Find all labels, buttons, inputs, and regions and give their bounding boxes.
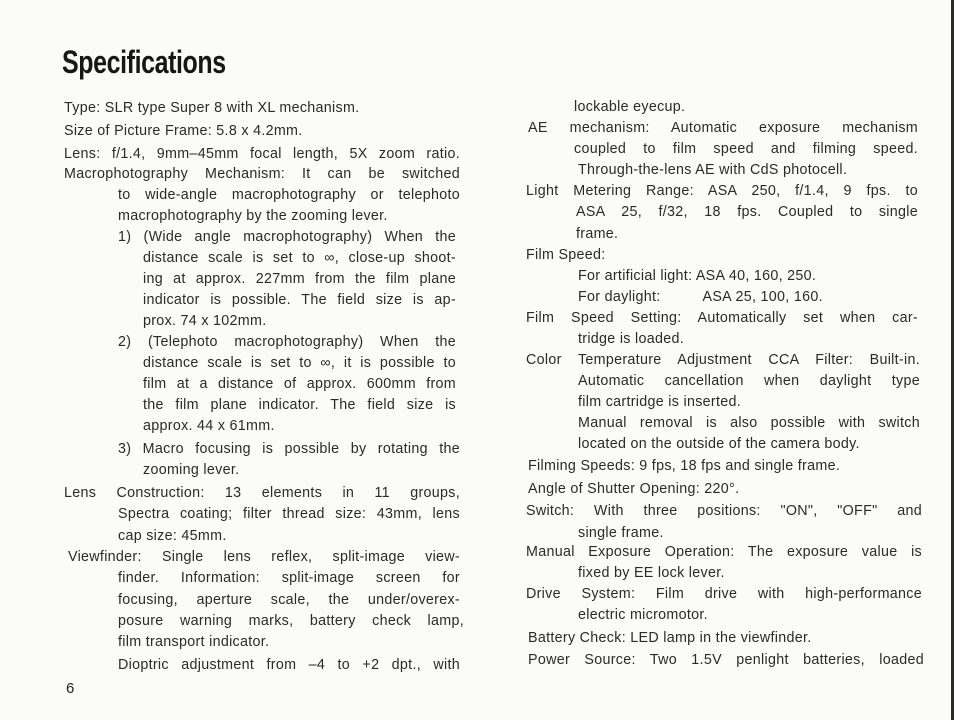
spec-line: Dioptric adjustment from –4 to +2 dpt., with <box>118 657 460 673</box>
spec-line: Size of Picture Frame: 5.8 x 4.2mm. <box>64 123 303 139</box>
spec-line: Manual removal is also possible with switch <box>578 415 920 431</box>
spec-line: Film Speed: <box>526 247 606 263</box>
spec-line: Film Speed Setting: Automatically set when car- <box>526 310 918 326</box>
spec-line: 1) (Wide angle macrophotography) When the <box>118 229 456 245</box>
spec-line: Switch: With three positions: "ON", "OFF" and <box>526 503 922 519</box>
spec-line: frame. <box>576 226 619 242</box>
spec-line: prox. 74 x 102mm. <box>143 313 267 329</box>
spec-line: finder. Information: split-image screen for <box>118 570 460 586</box>
spec-line: Lens: f/1.4, 9mm–45mm focal length, 5X zoom ratio. <box>64 146 460 162</box>
spec-line: Lens Construction: 13 elements in 11 groups, <box>64 485 460 501</box>
spec-line: Spectra coating; filter thread size: 43mm, lens <box>118 506 460 522</box>
spec-line: ing at approx. 227mm from the film plane <box>143 271 456 287</box>
spec-line: Battery Check: LED lamp in the viewfinder. <box>528 630 812 646</box>
spec-line: Light Metering Range: ASA 250, f/1.4, 9 fps. to <box>526 183 918 199</box>
spec-line: For artificial light: ASA 40, 160, 250. <box>578 268 817 284</box>
spec-line: AE mechanism: Automatic exposure mechanism <box>528 120 918 136</box>
spec-line: distance scale is set to ∞, it is possible to <box>143 355 456 371</box>
spec-line: zooming lever. <box>143 462 240 478</box>
spec-line: Manual Exposure Operation: The exposure value is <box>526 544 922 560</box>
spec-line: cap size: 45mm. <box>118 528 227 544</box>
spec-line: focusing, aperture scale, the under/overex- <box>118 592 460 608</box>
spec-line: single frame. <box>578 525 664 541</box>
spec-line: Type: SLR type Super 8 with XL mechanism. <box>64 100 360 116</box>
spec-line: posure warning marks, battery check lamp, <box>118 613 464 629</box>
spec-line: indicator is possible. The field size is ap- <box>143 292 456 308</box>
spec-line: lockable eyecup. <box>574 99 686 115</box>
page-title: Specifications <box>62 44 226 80</box>
spec-line: ASA 25, f/32, 18 fps. Coupled to single <box>576 204 918 220</box>
spec-line: Angle of Shutter Opening: 220°. <box>528 481 740 497</box>
spec-line: Macrophotography Mechanism: It can be switched <box>64 166 460 182</box>
spec-line: Automatic cancellation when daylight type <box>578 373 920 389</box>
spec-line: to wide-angle macrophotography or telephoto <box>118 187 460 203</box>
spec-line: the film plane indicator. The field size is <box>143 397 456 413</box>
spec-line: distance scale is set to ∞, close-up shoot- <box>143 250 456 266</box>
spec-line: 2) (Telephoto macrophotography) When the <box>118 334 456 350</box>
spec-line: Viewfinder: Single lens reflex, split-image view- <box>68 549 460 565</box>
spec-line: Drive System: Film drive with high-performance <box>526 586 922 602</box>
spec-line: Color Temperature Adjustment CCA Filter: Built-in. <box>526 352 920 368</box>
spec-line: electric micromotor. <box>578 607 708 623</box>
spec-line: located on the outside of the camera body. <box>578 436 860 452</box>
spec-line: film at a distance of approx. 600mm from <box>143 376 456 392</box>
page-number: 6 <box>66 680 75 697</box>
spec-line: film transport indicator. <box>118 634 270 650</box>
spec-line: 3) Macro focusing is possible by rotating the <box>118 441 460 457</box>
spec-line: Filming Speeds: 9 fps, 18 fps and single frame. <box>528 458 841 474</box>
spec-line: Through-the-lens AE with CdS photocell. <box>578 162 848 178</box>
spec-line: coupled to film speed and filming speed. <box>574 141 918 157</box>
spec-line: macrophotography by the zooming lever. <box>118 208 388 224</box>
spec-line: For daylight: ASA 25, 100, 160. <box>578 289 823 305</box>
spec-line: tridge is loaded. <box>578 331 685 347</box>
spec-line: film cartridge is inserted. <box>578 394 742 410</box>
spec-line: approx. 44 x 61mm. <box>143 418 275 434</box>
spec-line: fixed by EE lock lever. <box>578 565 725 581</box>
spec-line: Power Source: Two 1.5V penlight batteries, loaded <box>528 652 924 668</box>
